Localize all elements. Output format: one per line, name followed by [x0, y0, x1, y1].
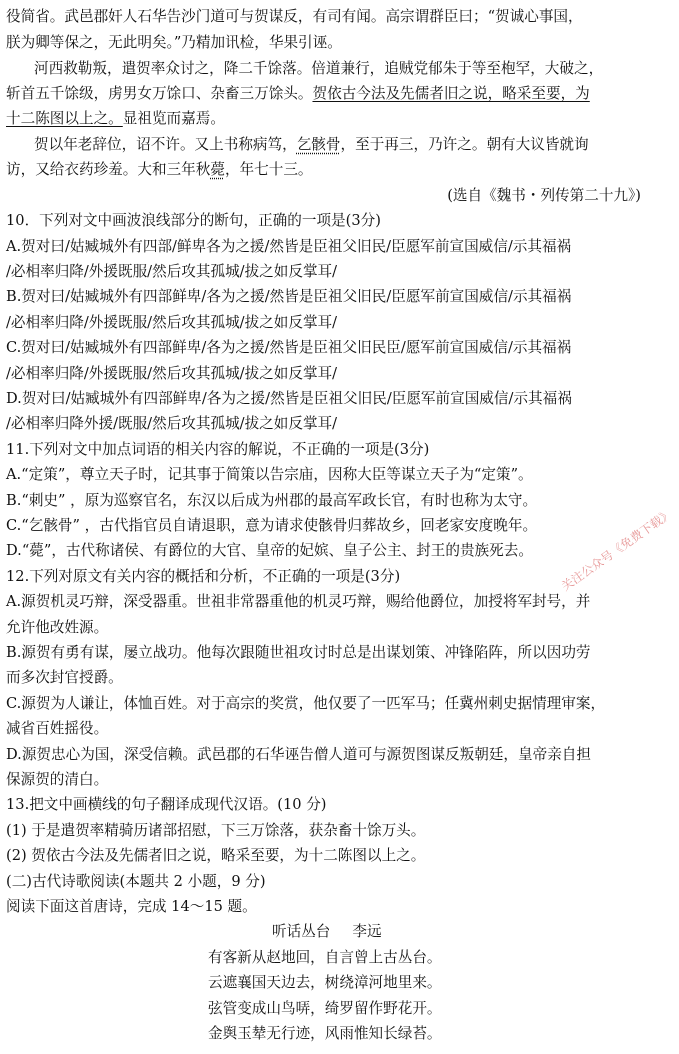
- q12-option-c-cont: 减省百姓摇役。: [6, 720, 109, 737]
- watermark-stamp: 关注公众号《免费下载》: [558, 506, 676, 594]
- q13-sentence-2: (2) 贺依古今法及先儒者旧之说，略采至要，为十二陈图以上之。: [6, 847, 426, 864]
- passage-line: 朕为卿等保之，无此明矣。”乃精加讯检，华果引诬。: [6, 34, 342, 51]
- passage-source: (选自《魏书・列传第二十九》): [447, 187, 641, 204]
- q10-option-a: A.贺对曰/姑臧城外有四部/鲜卑各为之援/然皆是臣祖父旧民/臣愿军前宣国威信/示其福祸: [6, 238, 572, 255]
- q12-option-d: D.源贺忠心为国，深受信赖。武邑郡的石华诬告僧人道可与源贺图谋反叛朝廷，皇帝亲自担: [6, 746, 591, 763]
- poem-title: 听话丛台: [272, 923, 331, 940]
- section-intro: 阅读下面这首唐诗，完成 14～15 题。: [6, 898, 257, 915]
- q10-option-d: D.贺对曰/姑臧城外有四部鲜卑/各为之援/然皆是臣祖父旧民/臣愿军前宣国威信/示其福祸: [6, 390, 572, 407]
- passage-text: 访，又给衣药珍羞。大和三年秋: [6, 161, 211, 178]
- q11-option-c: C.“乞骸骨” ，古代指官员自请退职，意为请求使骸骨归葬故乡，回老家安度晚年。: [6, 517, 538, 534]
- poem-heading: [272, 919, 522, 944]
- q11-option-a: A.“定策”，尊立天子时，记其事于简策以告宗庙，因称大臣等谋立天子为“定策”。: [6, 466, 533, 483]
- dotted-term: 乞骸骨: [296, 136, 341, 153]
- q11-option-b: B.“刺史” ，原为巡察官名，东汉以后成为州郡的最高军政长官，有时也称为太守。: [6, 492, 538, 509]
- q12-option-c: C.源贺为人谦让，体恤百姓。对于高宗的奖赏，他仅要了一匹军马；任冀州刺史据情理审案，: [6, 695, 606, 712]
- poem-line: 云遮襄国天边去，树绕漳河地里来。: [208, 974, 442, 991]
- passage-line: 役简省。武邑郡奸人石华告沙门道可与贺谋反，有司有闻。高宗谓群臣曰；“贺诚心事国，: [6, 8, 583, 25]
- passage-text: 斩首五千馀级，虏男女万馀口、杂畜三万馀头。: [6, 85, 313, 102]
- section-title: (二)古代诗歌阅读(本题共 2 小题，9 分): [6, 873, 266, 890]
- q10-option-c: C.贺对曰/姑臧城外有四部鲜卑/各为之援/然皆是臣祖父旧民臣/愿军前宣国威信/示其福祸: [6, 339, 572, 356]
- underlined-sentence: 十二陈图以上之。: [6, 110, 123, 127]
- underlined-sentence: 贺依古今法及先儒者旧之说，略采至要，为: [312, 85, 590, 102]
- passage-text: ，至于再三，乃许之。朝有大议皆就询: [340, 136, 589, 153]
- q12-option-d-cont: 保源贺的清白。: [6, 771, 109, 788]
- q10-option-b-cont: /必相率归降/外援既服/然后攻其孤城/拔之如反掌耳/: [6, 314, 338, 331]
- q10-option-b: B.贺对曰/姑臧城外有四部鲜卑/各为之援/然皆是臣祖父旧民/臣愿军前宣国威信/示其福祸: [6, 288, 572, 305]
- passage-line: 河西救勒叛，遣贺率众讨之，降二千馀落。倍道兼行，追贼党郁朱于等至枹罕，大破之，: [34, 60, 604, 77]
- passage-line: [6, 106, 649, 131]
- q11-option-d: D.“薨”，古代称诸侯、有爵位的大官、皇帝的妃嫔、皇子公主、封王的贵族死去。: [6, 542, 533, 559]
- passage-text: 显祖览而嘉焉。: [122, 110, 225, 127]
- q10-option-a-cont: /必相率归降/外援既服/然后攻其孤城/拔之如反掌耳/: [6, 263, 338, 280]
- passage-line: [34, 132, 649, 157]
- q12-option-a: A.源贺机灵巧辩，深受器重。世祖非常器重他的机灵巧辩，赐给他爵位，加授将军封号，并: [6, 593, 591, 610]
- question-13-stem: 13.把文中画横线的句子翻译成现代汉语。(10 分): [6, 796, 327, 813]
- poem-line: 有客新从赵地回，自言曾上古丛台。: [208, 949, 442, 966]
- q12-option-b: B.源贺有勇有谋，屡立战功。他每次跟随世祖攻讨时总是出谋划策、冲锋陷阵，所以因功劳: [6, 644, 591, 661]
- q12-option-a-cont: 允许他改姓源。: [6, 619, 109, 636]
- question-11-stem: 11.下列对文中加点词语的相关内容的解说，不正确的一项是(3分): [6, 441, 430, 458]
- question-12-stem: 12.下列对原文有关内容的概括和分析，不正确的一项是(3分): [6, 568, 401, 585]
- poem-line: 金舆玉辇无行迹，风雨惟知长绿苔。: [208, 1025, 442, 1042]
- q10-option-d-cont: /必相率归降外援/既服/然后攻其孤城/拔之如反掌耳/: [6, 415, 338, 432]
- q13-sentence-1: (1) 于是遣贺率精骑历诸部招慰，下三万馀落，获杂畜十馀万头。: [6, 822, 426, 839]
- poem-author: 李远: [352, 923, 382, 940]
- q10-option-c-cont: /必相率归降/外援既服/然后攻其孤城/拔之如反掌耳/: [6, 365, 338, 382]
- passage-line: [6, 81, 649, 106]
- question-10-stem: 10．下列对文中画波浪线部分的断句，正确的一项是(3分): [6, 212, 381, 229]
- q12-option-b-cont: 而多次封官授爵。: [6, 669, 123, 686]
- poem-line: 弦管变成山鸟哢，绮罗留作野花开。: [208, 1000, 442, 1017]
- dotted-term: 薨: [210, 161, 225, 178]
- passage-text: 贺以年老辞位，诏不许。又上书称病笃，: [34, 136, 297, 153]
- passage-text: ，年七十三。: [224, 161, 313, 178]
- passage-line: [6, 157, 649, 182]
